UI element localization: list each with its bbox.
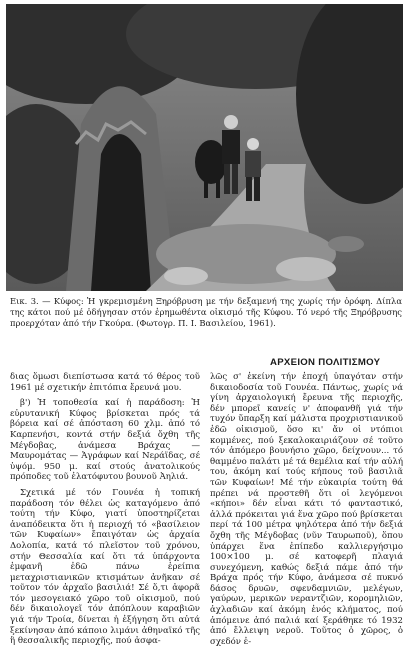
figure-caption: Εικ. 3. — Κύφος: Ἡ γκρεμισμένη Ξηρόβρυση με τήν δεξαμενή της χωρίς τήν ὀρόφη. Δίπλα της κάτοι πού μέ ὁδήγησαν στόν ἐρημωθέντα οἰκισμό τῆς Κύφου. Τό νερό τῆς Ξηρόβρυσης προερχόταν ἀπό τήν Γκούρα. (Φωτογρ. Π. Ι. Βασιλείου, 1961). <box>10 296 402 328</box>
left-paragraph-2: β') Ἡ τοποθεσία καί ἡ παράδοση: Ἡ εὐρυτανική Κύφος βρίσκεται πρός τά βόρεια καί σέ ἀπόσταση 60 χλμ. ἀπό τό Καρπενήσι, κοντά στήν δεξιά ὄχθη τῆς Μέγδοβας, ἀνάμεσα Βράχας — Μαυρομάτας — Ἀγράφων καί Νεράϊδας, σέ ὑψόμ. 950 μ. καί στούς ἀνατολικούς πρόποδες τοῦ ἐλατόφυτου βουνοῦ Ἀηλιά. <box>10 398 200 483</box>
right-column <box>210 372 403 647</box>
left-paragraph-3: Σχετικά μέ τόν Γουνέα ἡ τοπική παράδοση τόν θέλει ὡς καταγόμενο ἀπό τούτη τήν Κύφο, γιατί ὑποστηρίζεται ἀναπόδεικτα ὅτι ἡ περιοχή τό «βασίλειον τῶν Κυφαίων» ἔπαιγόταν ὡς ἀρχαία Δολοπία, κατά τό πλεῖστον τοῦ χρόνου, στήν Θεσσαλία καί ὅτι τά ὑπάρχοντα ἐμφανῆ ἐδῶ πάνω ἐρείπια μεταχριστιανικῶν κτισμάτων ἀνῆκαν σέ τοῦτον τόν ἀρχαῖο βασιλιά! Σέ ὅ,τι ἀφορᾶ τόν μεσογειακό χῶρο τοῦ οἰκισμοῦ, πού δέν δικαιολογεῖ τόν ἀπόπλουν καραβιῶν γιά τήν Τροία, δίνεται ἡ ἐξήγηση ὅτι αὐτά ξεκίνησαν ἀπό κάποιο λιμάνι ἀθηναϊκό τῆς ἢ θεσσαλικῆς περιοχῆς, πού ἀσφα- <box>10 487 200 647</box>
left-paragraph-1: διας ὅμωσι διεπίστωσα κατά τό θέρος τοῦ 1961 μέ σχετικήν ἐπιτόπια ἔρευνά μου. <box>10 372 200 393</box>
left-column <box>10 372 200 647</box>
archive-stamp: ΑΡΧΕΙΟΝ ΠΟΛΙΤΙΣΜΟΥ <box>270 357 381 368</box>
photo-illustration <box>6 4 403 291</box>
right-paragraph-1: λῶς σ' ἐκείνη τήν ἐποχή ὑπαγόταν στήν δικαιοδοσία τοῦ Γουνέα. Πάντως, χωρίς νά γίνη ἀρχαιολογική ἔρευνα τῆς περιοχῆς, δέν μπορεῖ κανείς ν' ἀποφανθῆ γιά τήν τυχόν ὕπαρξη καί μάλιστα προχριστιανικοῦ ἐδῶ οἰκισμοῦ, ὅσο κι' ἄν οἱ ντόπιοι κομμένες, πού ξεκαλοκαιριάζουν σέ τοῦτο τόν ἀπόμερο βουνήσιο χῶρο, δείχνουν... τό θαμμένο παλάτι μέ τά θεμέλια καί τήν αὐλή του, ἀκόμη καί τούς κήπους τοῦ βασιλιᾶ τῶν Κυφαίων! Μέ τήν εὐκαιρία τούτη θά πρέπει νά προστεθῆ ὅτι οἱ λεγόμενοι «κήποι» δέν εἶναι κάτι τό φανταστικό, ἀλλά πρόκειται γιά ἕνα χῶρο πού βρίσκεται περί τά 100 μέτρα ψηλότερα ἀπό τήν δεξιά ὄχθη τῆς Μέγδοβας (νῦν Ταυρωποῦ), ὅπου ὑπάρχει ἕνα ἐπίπεδο καλλιεργήσιμο 100×100 μ. σέ κατοφερῆ πλαγιά συνεχόμενη, καθώς δεξιά πάμε ἀπό τήν Βράχα πρός τήν Κύφο, ἀνάμεσα σέ πυκνό δάσος δρυῶν, σφενδαμνιῶν, μελέγων, γαύρων, μερικῶν νεραντζιῶν, κορομηλιῶν, ἀχλαδιῶν καί ἀκόμη ἑνός κλήματος, πού ἀπόμεινε ἀπό παλιά καί ξεράθηκε τό 1932 ἀπό ἔλλειψη νεροῦ. Τοῦτος ὁ χῶρος, ὁ σχεδόν ἐ- <box>210 372 403 647</box>
landscape-photo <box>6 4 403 291</box>
